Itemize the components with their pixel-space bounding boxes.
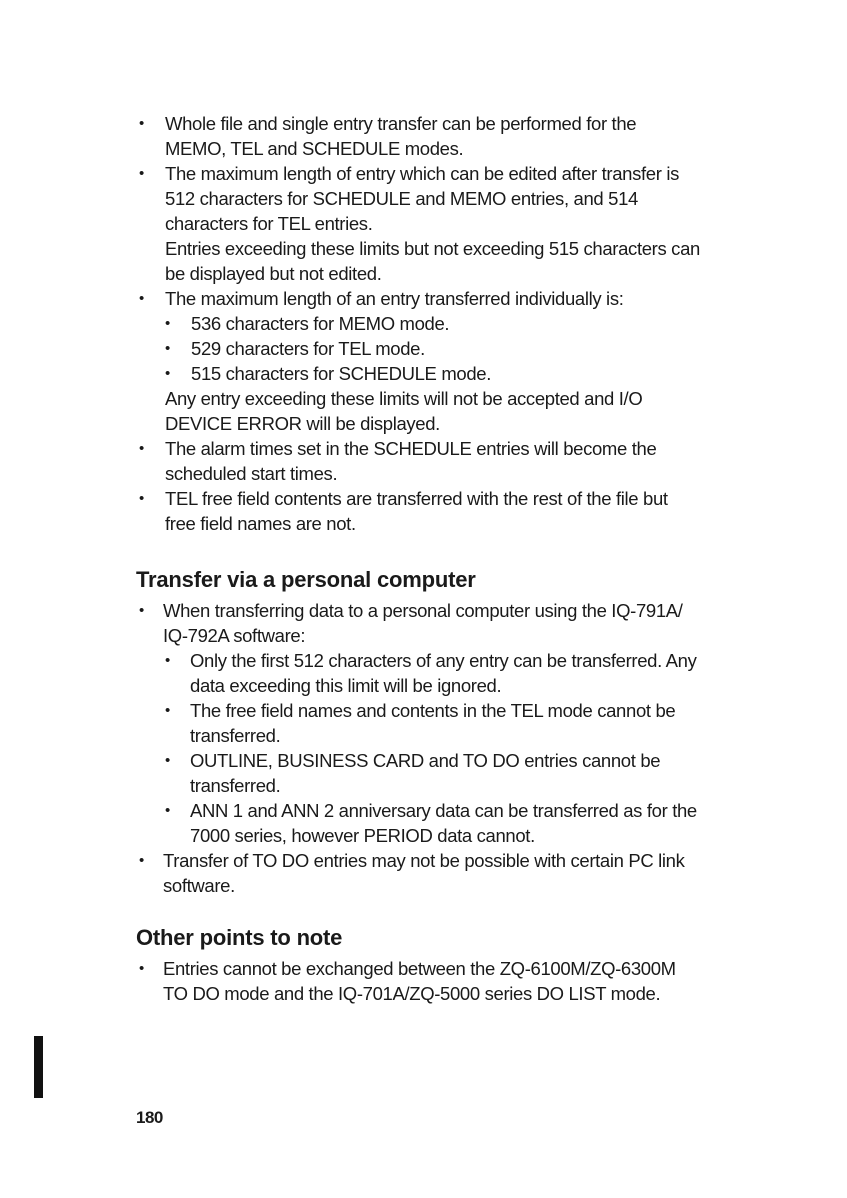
- bullet-icon: •: [139, 290, 144, 307]
- continuation-text: [136, 386, 776, 436]
- text-line: MEMO, TEL and SCHEDULE modes.: [165, 138, 464, 159]
- text-line: 536 characters for MEMO mode.: [191, 313, 450, 334]
- list-item: [136, 956, 776, 1006]
- text-line: The maximum length of entry which can be edited after transfer is: [165, 163, 680, 184]
- text-line: transferred.: [190, 775, 281, 796]
- text-line: software.: [163, 875, 235, 896]
- text-line: TO DO mode and the IQ-701A/ZQ-5000 series DO LIST mode.: [163, 983, 661, 1004]
- text-line: characters for TEL entries.: [165, 213, 373, 234]
- sub-list-item: [136, 648, 776, 698]
- text-line: IQ-792A software:: [163, 625, 306, 646]
- bullet-icon: •: [165, 340, 170, 357]
- text-line: Transfer of TO DO entries may not be possible with certain PC link: [163, 850, 685, 871]
- bullet-icon: •: [139, 490, 144, 507]
- text-line: scheduled start times.: [165, 463, 338, 484]
- bullet-icon: •: [139, 165, 144, 182]
- text-line: The alarm times set in the SCHEDULE entries will become the: [165, 438, 657, 459]
- bullet-icon: •: [165, 802, 170, 819]
- list-item: [136, 286, 776, 311]
- section-heading: Transfer via a personal computer: [136, 567, 476, 592]
- text-line: free field names are not.: [165, 513, 356, 534]
- sub-list-item: [136, 311, 776, 336]
- sub-list-item: [136, 336, 776, 361]
- text-line: ANN 1 and ANN 2 anniversary data can be transferred as for the: [190, 800, 697, 821]
- text-line: Entries exceeding these limits but not exceeding 515 characters can: [165, 238, 700, 259]
- other-points-section: [136, 925, 776, 1006]
- list-item: [136, 598, 776, 648]
- bullet-icon: •: [139, 602, 144, 619]
- text-line: 7000 series, however PERIOD data cannot.: [190, 825, 535, 846]
- text-line: Whole file and single entry transfer can be performed for the: [165, 113, 637, 134]
- margin-tab-marker: [34, 1036, 43, 1098]
- transfer-notes-section: [136, 111, 776, 536]
- list-item: [136, 486, 776, 536]
- text-line: TEL free field contents are transferred with the rest of the file but: [165, 488, 668, 509]
- text-line: 529 characters for TEL mode.: [191, 338, 425, 359]
- pc-transfer-section: [136, 567, 776, 898]
- list-item: [136, 848, 776, 898]
- text-line: OUTLINE, BUSINESS CARD and TO DO entries cannot be: [190, 750, 661, 771]
- section-heading: Other points to note: [136, 925, 343, 950]
- sub-list-item: [136, 698, 776, 748]
- bullet-icon: •: [165, 702, 170, 719]
- text-line: be displayed but not edited.: [165, 263, 382, 284]
- text-line: 512 characters for SCHEDULE and MEMO entries, and 514: [165, 188, 638, 209]
- list-item: [136, 436, 776, 486]
- text-line: data exceeding this limit will be ignored.: [190, 675, 502, 696]
- text-line: 515 characters for SCHEDULE mode.: [191, 363, 491, 384]
- bullet-icon: •: [165, 652, 170, 669]
- text-line: The maximum length of an entry transferred individually is:: [165, 288, 624, 309]
- bullet-icon: •: [165, 315, 170, 332]
- text-line: Only the first 512 characters of any entry can be transferred. Any: [190, 650, 697, 671]
- text-line: transferred.: [190, 725, 281, 746]
- text-line: DEVICE ERROR will be displayed.: [165, 413, 440, 434]
- bullet-icon: •: [139, 115, 144, 132]
- text-line: When transferring data to a personal computer using the IQ-791A/: [163, 600, 683, 621]
- text-line: Any entry exceeding these limits will not be accepted and I/O: [165, 388, 643, 409]
- bullet-icon: •: [139, 852, 144, 869]
- page-number: 180: [136, 1108, 163, 1127]
- sub-list-item: [136, 361, 776, 386]
- bullet-icon: •: [139, 960, 144, 977]
- list-item: [136, 161, 776, 286]
- bullet-icon: •: [165, 752, 170, 769]
- sub-list-item: [136, 748, 776, 798]
- bullet-icon: •: [165, 365, 170, 382]
- text-line: The free field names and contents in the TEL mode cannot be: [190, 700, 676, 721]
- list-item: [136, 111, 776, 161]
- sub-list-item: [136, 798, 776, 848]
- text-line: Entries cannot be exchanged between the ZQ-6100M/ZQ-6300M: [163, 958, 676, 979]
- bullet-icon: •: [139, 440, 144, 457]
